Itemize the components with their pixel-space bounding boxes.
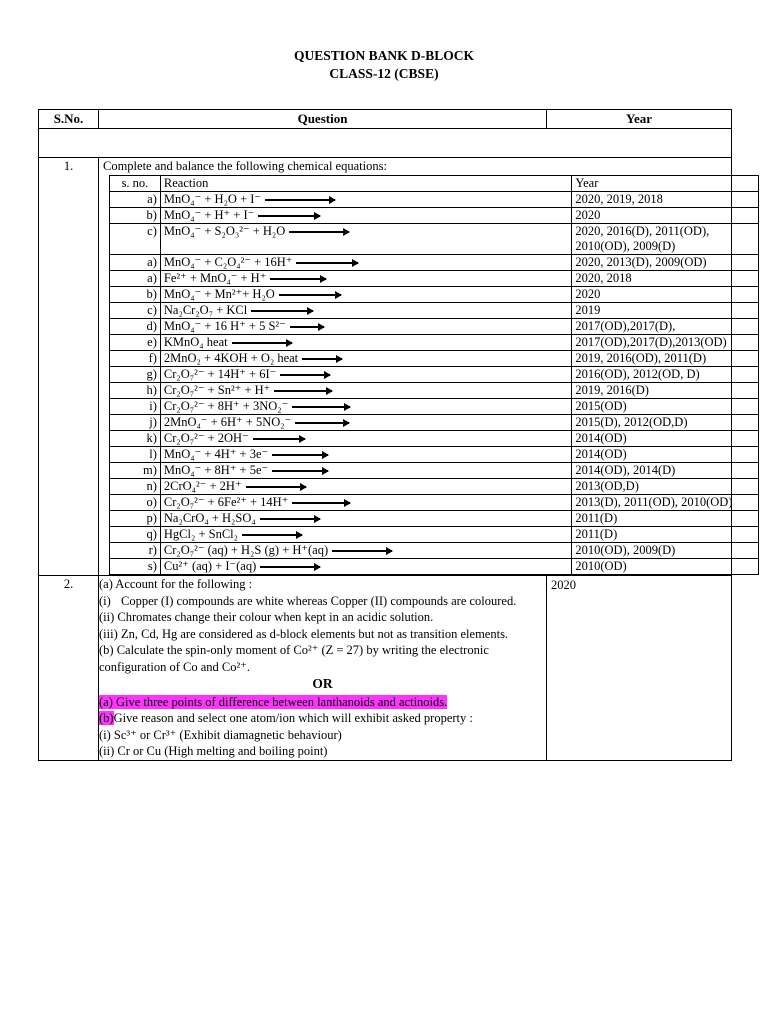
reaction-arrow-icon: [290, 326, 324, 328]
reaction-row: [110, 463, 759, 479]
reaction-row: [110, 399, 759, 415]
reaction-label: k): [110, 431, 161, 447]
reaction-equation: 2CrO₄²⁻ + 2H⁺: [163, 479, 242, 493]
reaction-cell: [160, 208, 571, 224]
reaction-equation: Cr₂O₇²⁻ + 14H⁺ + 6I⁻: [163, 367, 277, 381]
page-subtitle: CLASS-12 (CBSE): [329, 66, 439, 81]
reaction-arrow-icon: [272, 454, 328, 456]
reaction-years: 2015(OD): [572, 399, 759, 415]
reaction-cell: [160, 447, 571, 463]
reaction-arrow-icon: [302, 358, 342, 360]
reaction-arrow-icon: [246, 486, 306, 488]
q2-item-iii: [99, 626, 546, 643]
reaction-label: n): [110, 479, 161, 495]
reaction-cell: [160, 192, 571, 208]
reaction-label: j): [110, 415, 161, 431]
reaction-arrow-icon: [242, 534, 302, 536]
reaction-years: 2020, 2018: [572, 271, 759, 287]
q2-item-i-number: (i): [99, 593, 111, 608]
reaction-equation: Cr₂O₇²⁻ (aq) + H₂S (g) + H⁺(aq): [163, 543, 329, 557]
reaction-arrow-icon: [272, 470, 328, 472]
reaction-label: l): [110, 447, 161, 463]
reaction-arrow-icon: [253, 438, 305, 440]
reaction-equation: HgCl₂ + SnCl₂: [163, 527, 239, 541]
reaction-cell: [160, 479, 571, 495]
reaction-label: b): [110, 208, 161, 224]
reaction-row: [110, 431, 759, 447]
q2-item-iii-number: (iii): [99, 626, 118, 641]
reaction-equation: MnO₄⁻ + S₂O₃²⁻ + H₂O: [163, 224, 286, 238]
reaction-label: a): [110, 271, 161, 287]
reaction-cell: [160, 415, 571, 431]
reaction-label: c): [110, 303, 161, 319]
question-1-cell: [99, 158, 732, 576]
reaction-cell: [160, 319, 571, 335]
reaction-years: 2011(D): [572, 527, 759, 543]
header-year: Year: [547, 110, 732, 129]
reaction-row: [110, 224, 759, 255]
reaction-label: m): [110, 463, 161, 479]
reaction-cell: [160, 383, 571, 399]
question-2-text: [99, 576, 547, 761]
question-2-year: 2020: [547, 576, 732, 761]
reaction-arrow-icon: [295, 422, 349, 424]
reaction-equation: Cu²⁺ (aq) + I⁻(aq): [163, 559, 257, 573]
q2-alt-a: [99, 694, 546, 711]
q2-alt-b: [99, 710, 546, 727]
reaction-cell: [160, 335, 571, 351]
reaction-label: a): [110, 192, 161, 208]
header-sno: S.No.: [39, 110, 99, 129]
reaction-years: 2016(OD), 2012(OD, D): [572, 367, 759, 383]
question-number: 2.: [39, 576, 99, 761]
reaction-row: [110, 495, 759, 511]
reaction-equation: MnO₄⁻ + 8H⁺ + 5e⁻: [163, 463, 269, 477]
reaction-years: 2020: [572, 208, 759, 224]
reaction-label: p): [110, 511, 161, 527]
reaction-row: [110, 192, 759, 208]
reaction-cell: [160, 463, 571, 479]
reaction-years: 2017(OD),2017(D),2013(OD): [572, 335, 759, 351]
reaction-years: 2014(OD): [572, 431, 759, 447]
question-2-row: [39, 576, 732, 761]
reaction-arrow-icon: [274, 390, 332, 392]
reaction-equation: 2MnO₄⁻ + 6H⁺ + 5NO₂⁻: [163, 415, 292, 429]
reaction-label: s): [110, 559, 161, 575]
reaction-row: [110, 351, 759, 367]
reaction-cell: [160, 431, 571, 447]
reaction-cell: [160, 511, 571, 527]
q2-item-i: [99, 593, 546, 610]
reaction-cell: [160, 224, 571, 255]
question-1-text: Complete and balance the following chemical equations:: [103, 159, 387, 173]
reaction-equation: 2MnO₂ + 4KOH + O₂ heat: [163, 351, 299, 365]
reaction-row: [110, 559, 759, 575]
question-1-row: [39, 158, 732, 576]
reaction-label: b): [110, 287, 161, 303]
reaction-arrow-icon: [332, 550, 392, 552]
question-number: 1.: [39, 158, 99, 576]
reaction-equation: MnO₄⁻ + 4H⁺ + 3e⁻: [163, 447, 269, 461]
reaction-row: [110, 287, 759, 303]
highlighted-text: (a) Give three points of difference between lanthanoids and actinoids.: [99, 694, 448, 709]
reaction-arrow-icon: [232, 342, 292, 344]
reaction-cell: [160, 559, 571, 575]
reaction-years: 2013(D), 2011(OD), 2010(OD): [572, 495, 759, 511]
reaction-arrow-icon: [270, 278, 326, 280]
reaction-arrow-icon: [279, 294, 341, 296]
reaction-equation: MnO₄⁻ + 16 H⁺ + 5 S²⁻: [163, 319, 286, 333]
reaction-label: r): [110, 543, 161, 559]
reaction-years: 2015(D), 2012(OD,D): [572, 415, 759, 431]
reaction-row: [110, 543, 759, 559]
q2-item-iii-text: Zn, Cd, Hg are considered as d-block elements but not as transition elements.: [121, 626, 509, 641]
reaction-equation: Cr₂O₇²⁻ + Sn²⁺ + H⁺: [163, 383, 271, 397]
reaction-row: [110, 447, 759, 463]
reaction-arrow-icon: [260, 518, 320, 520]
reaction-cell: [160, 367, 571, 383]
reaction-arrow-icon: [296, 262, 358, 264]
reaction-label: q): [110, 527, 161, 543]
reaction-cell: [160, 495, 571, 511]
reaction-row: [110, 479, 759, 495]
q2-item-ii: (ii) Chromates change their colour when kept in an acidic solution.: [99, 610, 434, 624]
reaction-cell: [160, 271, 571, 287]
reaction-equation: MnO₄⁻ + C₂O₄²⁻ + 16H⁺: [163, 255, 293, 269]
reaction-years: 2020: [572, 287, 759, 303]
reaction-label: d): [110, 319, 161, 335]
q2-part-a-heading: (a) Account for the following :: [99, 577, 253, 591]
reaction-label: h): [110, 383, 161, 399]
reaction-equation: Cr₂O₇²⁻ + 2OH⁻: [163, 431, 249, 445]
reaction-cell: [160, 543, 571, 559]
q2-alt-ii: (ii) Cr or Cu (High melting and boiling point): [99, 744, 328, 758]
q2-alt-i: (i) Sc³⁺ or Cr³⁺ (Exhibit diamagnetic behaviour): [99, 727, 342, 742]
reaction-label: c): [110, 224, 161, 255]
reaction-years: 2020, 2019, 2018: [572, 192, 759, 208]
blank-row: [39, 129, 732, 158]
reaction-equation: Fe²⁺ + MnO₄⁻ + H⁺: [163, 271, 267, 285]
reaction-row: [110, 383, 759, 399]
reaction-equation: MnO₄⁻ + H₂O + I⁻: [163, 192, 262, 206]
reaction-arrow-icon: [251, 310, 313, 312]
reaction-label: g): [110, 367, 161, 383]
reaction-equation: MnO₄⁻ + H⁺ + I⁻: [163, 208, 255, 222]
header-question: Question: [99, 110, 547, 129]
reaction-header-year: Year: [572, 176, 759, 192]
q2-item-i-text: Copper (I) compounds are white whereas Copper (II) compounds are coloured.: [121, 593, 517, 608]
reaction-years: 2014(OD): [572, 447, 759, 463]
reaction-equation: Na₂Cr₂O₇ + KCl: [163, 303, 248, 317]
or-separator: OR: [312, 676, 333, 691]
reaction-row: [110, 511, 759, 527]
reaction-label: a): [110, 255, 161, 271]
page-title: QUESTION BANK D-BLOCK: [293, 48, 475, 63]
reaction-row: [110, 208, 759, 224]
reaction-label: e): [110, 335, 161, 351]
reaction-years: 2011(D): [572, 511, 759, 527]
reaction-row: [110, 319, 759, 335]
reaction-arrow-icon: [292, 406, 350, 408]
reaction-cell: [160, 351, 571, 367]
reaction-cell: [160, 303, 571, 319]
reaction-header-reaction: Reaction: [160, 176, 571, 192]
reaction-years: 2017(OD),2017(D),: [572, 319, 759, 335]
reaction-cell: [160, 287, 571, 303]
reaction-years: 2019, 2016(OD), 2011(D): [572, 351, 759, 367]
table-header-row: [39, 110, 732, 129]
highlighted-label: (b): [99, 711, 114, 725]
reaction-label: i): [110, 399, 161, 415]
reaction-row: [110, 255, 759, 271]
reaction-label: f): [110, 351, 161, 367]
reaction-years: 2013(OD,D): [572, 479, 759, 495]
reaction-arrow-icon: [280, 374, 330, 376]
reaction-years: 2020, 2016(D), 2011(OD), 2010(OD), 2009(D): [572, 224, 759, 255]
blank-cell: [39, 129, 732, 158]
reaction-header-row: [110, 176, 759, 192]
reaction-years: 2020, 2013(D), 2009(OD): [572, 255, 759, 271]
reaction-equation: KMnO₄ heat: [163, 335, 228, 349]
reaction-years: 2019, 2016(D): [572, 383, 759, 399]
reaction-arrow-icon: [258, 215, 320, 217]
reaction-row: [110, 527, 759, 543]
reaction-row: [110, 271, 759, 287]
reaction-header-sno: s. no.: [110, 176, 161, 192]
reaction-cell: [160, 255, 571, 271]
reaction-equation: Na₂CrO₄ + H₂SO₄: [163, 511, 256, 525]
reaction-years: 2010(OD): [572, 559, 759, 575]
reaction-years: 2014(OD), 2014(D): [572, 463, 759, 479]
reaction-cell: [160, 399, 571, 415]
reaction-equation: Cr₂O₇²⁻ + 8H⁺ + 3NO₂⁻: [163, 399, 289, 413]
q2-part-b: (b) Calculate the spin-only moment of Co²⁺ (Z = 27) by writing the electronic configuration of Co and Co²⁺.: [99, 643, 489, 674]
reaction-cell: [160, 527, 571, 543]
reaction-years: 2010(OD), 2009(D): [572, 543, 759, 559]
reaction-row: [110, 303, 759, 319]
reaction-label: o): [110, 495, 161, 511]
reaction-arrow-icon: [265, 199, 335, 201]
reaction-arrow-icon: [260, 566, 320, 568]
reaction-table: [109, 175, 759, 575]
reaction-arrow-icon: [289, 231, 349, 233]
reaction-equation: MnO₄⁻ + Mn²⁺+ H₂O: [163, 287, 275, 301]
question-table: [38, 109, 732, 761]
reaction-row: [110, 367, 759, 383]
reaction-row: [110, 415, 759, 431]
reaction-row: [110, 335, 759, 351]
reaction-arrow-icon: [292, 502, 350, 504]
reaction-years: 2019: [572, 303, 759, 319]
q2-alt-b-text: Give reason and select one atom/ion which will exhibit asked property :: [113, 711, 473, 725]
reaction-equation: Cr₂O₇²⁻ + 6Fe²⁺ + 14H⁺: [163, 495, 289, 509]
